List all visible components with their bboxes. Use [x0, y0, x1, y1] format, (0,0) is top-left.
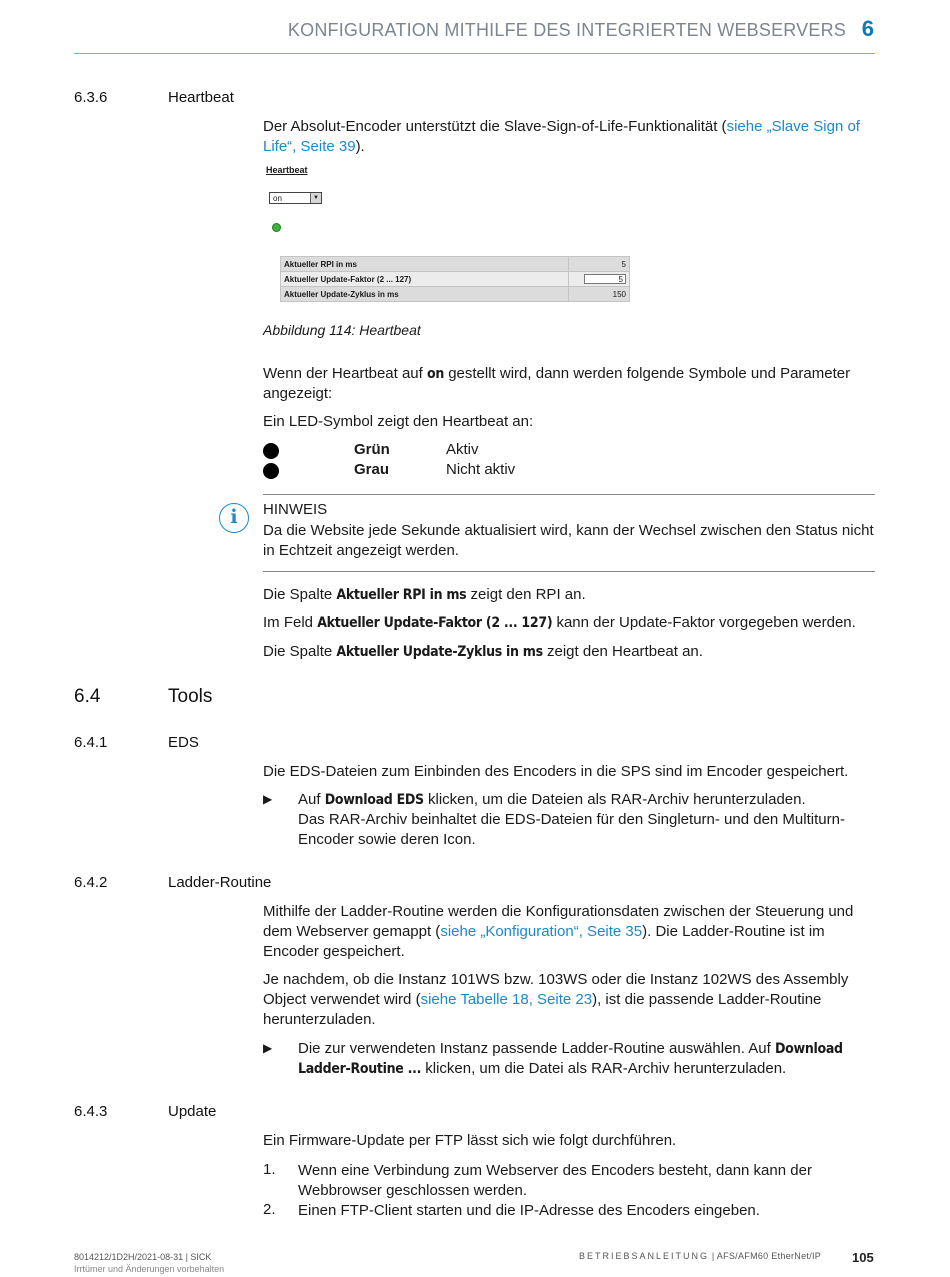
led-symbol-icon — [263, 463, 279, 479]
update-factor-input[interactable]: 5 — [584, 274, 626, 284]
cross-reference-link[interactable]: siehe „Konfiguration“, Seite 35 — [440, 923, 643, 940]
legend-meaning: Aktiv — [446, 441, 479, 458]
instruction-step: Die zur verwendeten Instanz passende Ladder-Routine auswählen. Auf Download Ladder-Routine ... klicken, um die Datei als RAR-Archiv herunterzuladen. — [298, 1040, 843, 1077]
instruction-step: Wenn eine Verbindung zum Webserver des Encoders besteht, dann kann der Webbrowser geschlossen werden. — [298, 1162, 812, 1199]
instruction-step: Einen FTP-Client starten und die IP-Adresse des Encoders eingeben. — [298, 1202, 760, 1219]
section-title: Ladder-Routine — [168, 874, 272, 891]
paragraph: Mithilfe der Ladder-Routine werden die Konfigurationsdaten zwischen der Steuerung und dem Webserver gemappt (siehe „Konfiguration“, Seite 35). Die Ladder-Routine ist im Encoder gespeichert. — [263, 903, 854, 960]
step-number: 1. — [263, 1161, 276, 1178]
header-divider — [74, 53, 875, 54]
paragraph: Die Spalte Aktueller Update-Zyklus in ms zeigt den Heartbeat an. — [263, 643, 703, 660]
paragraph: Die EDS-Dateien zum Einbinden des Encoders in die SPS sind im Encoder gespeichert. — [263, 763, 849, 780]
paragraph: Je nachdem, ob die Instanz 101WS bzw. 103WS oder die Instanz 102WS des Assembly Object verwendet wird (siehe Tabelle 18, Seite 23), ist die passende Ladder-Routine herunterzuladen. — [263, 971, 849, 1028]
table-row — [281, 287, 630, 302]
status-led-icon — [272, 223, 281, 232]
page-number: 105 — [852, 1250, 874, 1265]
note-text: Da die Website jede Sekunde aktualisiert wird, kann der Wechsel zwischen den Status nicht in Echtzeit angezeigt werden. — [263, 522, 874, 559]
note-top-rule — [263, 494, 875, 495]
figure-caption: Abbildung 114: Heartbeat — [263, 322, 421, 338]
chapter-number: 6 — [861, 16, 874, 41]
section-title: EDS — [168, 734, 199, 751]
legend-meaning: Nicht aktiv — [446, 461, 516, 478]
chevron-down-icon: ▼ — [310, 193, 321, 203]
step-arrow-icon: ▶ — [263, 1041, 273, 1055]
paragraph: Ein LED-Symbol zeigt den Heartbeat an: — [263, 413, 534, 430]
section-number: 6.3.6 — [74, 89, 108, 106]
figure-heading: Heartbeat — [266, 165, 308, 175]
section-title: Update — [168, 1103, 217, 1120]
section-title: Heartbeat — [168, 89, 234, 106]
section-title: Tools — [168, 686, 213, 707]
legend-color: Grau — [354, 461, 390, 478]
table-row — [281, 257, 630, 272]
led-symbol-icon — [263, 443, 279, 459]
legend-color: Grün — [354, 441, 390, 458]
document-id: 8014212/1D2H/2021-08-31 | SICK — [74, 1252, 212, 1262]
heartbeat-select[interactable]: on ▼ — [269, 192, 322, 204]
cross-reference-link[interactable]: siehe „Slave Sign of Life“, Seite 39 — [263, 118, 860, 155]
row-label: Aktueller Update-Zyklus in ms — [281, 287, 569, 302]
section-number: 6.4 — [74, 686, 101, 707]
row-value: 5 — [569, 257, 630, 272]
row-label: Aktueller RPI in ms — [281, 257, 569, 272]
row-label: Aktueller Update-Faktor (2 ... 127) — [281, 272, 569, 287]
footer-document-info — [74, 1251, 224, 1275]
instruction-step: Auf Download EDS klicken, um die Dateien als RAR-Archiv herunterzuladen. Das RAR-Archiv beinhaltet die EDS-Dateien für den Singleturn- und den Multiturn-Encoder sowie deren Icon. — [298, 791, 845, 848]
footer-manual-info: BETRIEBSANLEITUNG | AFS/AFM60 EtherNet/IP — [579, 1251, 822, 1261]
note-heading: HINWEIS — [263, 501, 328, 518]
step-arrow-icon: ▶ — [263, 792, 273, 806]
step-number: 2. — [263, 1201, 276, 1218]
paragraph: Ein Firmware-Update per FTP lässt sich wie folgt durchführen. — [263, 1132, 677, 1149]
row-value: 150 — [569, 287, 630, 302]
info-icon: i — [219, 503, 249, 533]
disclaimer: Irrtümer und Änderungen vorbehalten — [74, 1264, 225, 1274]
step-result: Das RAR-Archiv beinhaltet die EDS-Dateien für den Singleturn- und den Multiturn-Encoder sowie deren Icon. — [298, 811, 845, 848]
section-number: 6.4.3 — [74, 1103, 108, 1120]
paragraph: Die Spalte Aktueller RPI in ms zeigt den RPI an. — [263, 586, 586, 603]
table-row — [281, 272, 630, 287]
section-number: 6.4.1 — [74, 734, 108, 751]
paragraph: Im Feld Aktueller Update-Faktor (2 ... 127) kann der Update-Faktor vorgegeben werden. — [263, 614, 856, 631]
paragraph: Wenn der Heartbeat auf on gestellt wird, dann werden folgende Symbole und Parameter angezeigt: — [263, 365, 851, 402]
intro-paragraph: Der Absolut-Encoder unterstützt die Slave-Sign-of-Life-Funktionalität (siehe „Slave Sign of Life“, Seite 39). — [263, 118, 860, 155]
cross-reference-link[interactable]: siehe Tabelle 18, Seite 23 — [420, 991, 593, 1008]
heartbeat-parameter-table — [280, 256, 630, 302]
running-header-title: KONFIGURATION MITHILFE DES INTEGRIERTEN WEBSERVERS — [287, 20, 846, 40]
section-number: 6.4.2 — [74, 874, 108, 891]
note-bottom-rule — [263, 571, 875, 572]
